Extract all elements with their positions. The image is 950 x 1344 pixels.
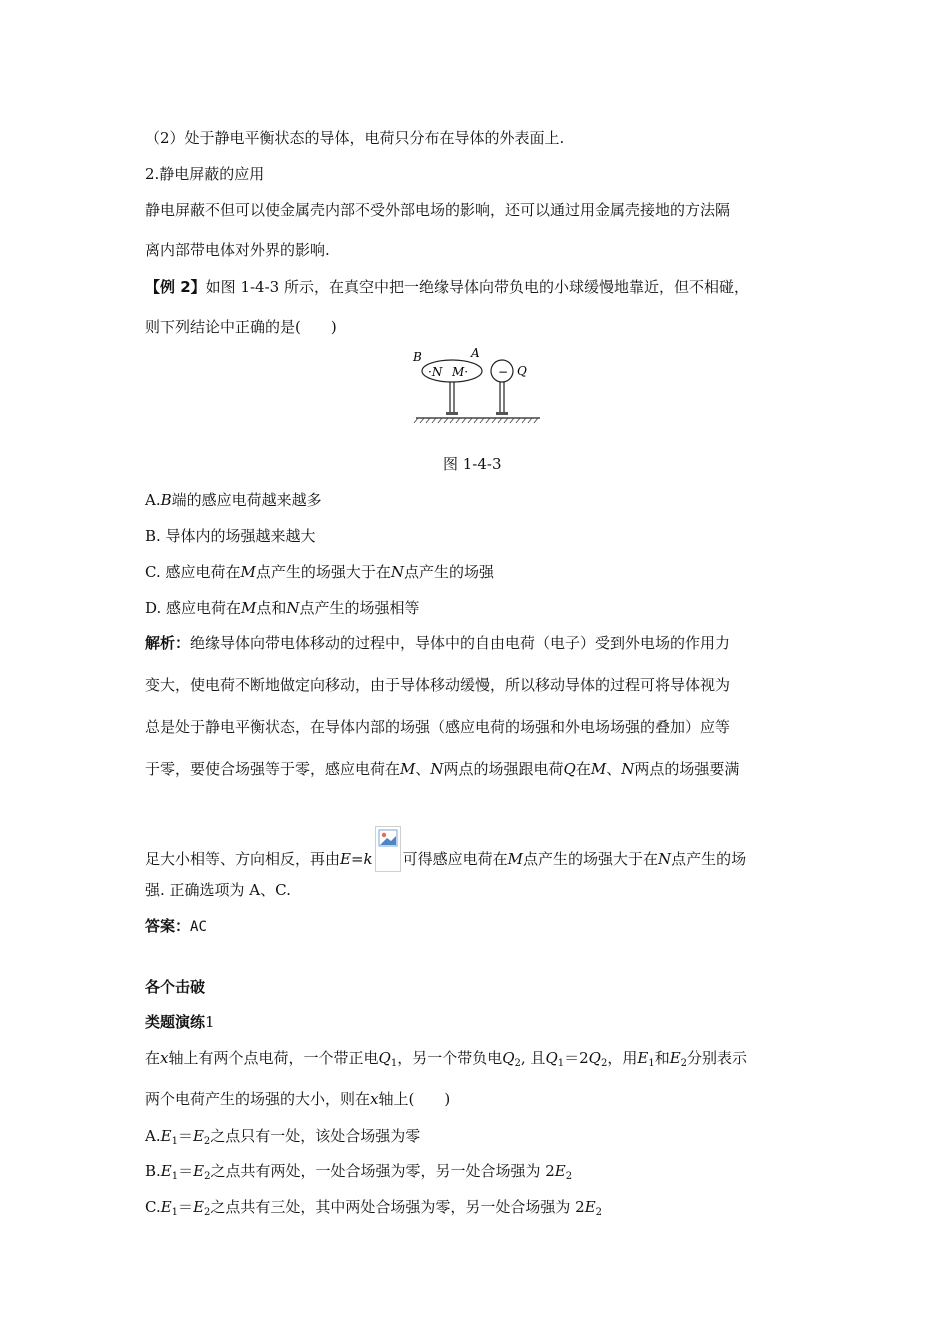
ball-base <box>496 412 508 415</box>
example-line: 则下列结论中正确的是( ) <box>145 318 337 336</box>
analysis-label: 解析： <box>145 634 191 652</box>
drill-option-c: $C.E_1=E_2$之点共有三处，其中两处合场强为零，另一处合场强为 $2E_2$ <box>145 1198 603 1218</box>
option-c: C. 感应电荷在M点产生的场强大于在N点产生的场强 <box>145 563 494 581</box>
section-title: 各个击破 <box>145 978 206 996</box>
analysis-line: 强. 正确选项为 A、C. <box>145 881 291 899</box>
section-subtitle: 类题演练1 <box>145 1013 215 1031</box>
label-m: M· <box>452 365 469 379</box>
option-b: B. 导体内的场强越来越大 <box>145 527 316 545</box>
label-n: ·N <box>428 365 443 379</box>
text-line: （2）处于静电平衡状态的导体，电荷只分布在导体的外表面上. <box>145 129 565 147</box>
text-line: 离内部带电体对外界的影响. <box>145 241 330 259</box>
figure-caption: 图 1-4-3 <box>443 455 502 473</box>
conductor-base <box>446 412 458 415</box>
label-b: B <box>413 350 422 364</box>
label-minus: − <box>498 365 509 379</box>
answer-label: 答案： <box>145 917 191 935</box>
drill-option-b: $B.E_1=E_2$之点共有两处，一处合场强为零，另一处合场强为 $2E_2$ <box>145 1162 573 1182</box>
option-d: D. 感应电荷在M点和N点产生的场强相等 <box>145 599 420 617</box>
answer-value: AC <box>190 919 207 935</box>
drill-question-line: 在x轴上有两个点电荷，一个带正电$Q_1$，另一个带负电$Q_2$, 且$Q_1=2Q_2$，用$E_1$和$E_2$分别表示 <box>145 1049 748 1069</box>
answer-line <box>145 916 207 937</box>
analysis-line: 解析：绝缘导体向带电体移动的过程中，导体中的自由电荷（电子）受到外电场的作用力 <box>145 634 731 652</box>
analysis-line: 于零，要使合场强等于零，感应电荷在M、N两点的场强跟电荷Q在M、N两点的场强要满 <box>145 760 740 778</box>
figure-1-4-3 <box>410 346 546 428</box>
formula-image-icon <box>375 826 401 872</box>
ground-hatch <box>414 418 538 423</box>
analysis-line: 总是处于静电平衡状态，在导体内部的场强（感应电荷的场强和外电场场强的叠加）应等 <box>145 718 731 736</box>
label-a: A <box>471 346 480 360</box>
label-q: Q <box>517 364 527 378</box>
analysis-line: 变大，使电荷不断地做定向移动，由于导体移动缓慢，所以移动导体的过程可将导体视为 <box>145 676 731 694</box>
analysis-line: 足大小相等、方向相反，再由E=k 可得感应电荷在M点产生的场强大于在N点产生的场 <box>145 826 746 872</box>
example-line: 【例 2】如图 1-4-3 所示，在真空中把一绝缘导体向带负电的小球缓慢地靠近，但不相碰， <box>145 278 749 296</box>
example-label: 【例 2】 <box>145 278 206 296</box>
drill-question-line: 两个电荷产生的场强的大小，则在x轴上( ) <box>145 1090 451 1108</box>
text-line: 静电屏蔽不但可以使金属壳内部不受外部电场的影响，还可以通过用金属壳接地的方法隔 <box>145 201 731 219</box>
drill-option-a: $A.E_1=E_2$之点只有一处，该处合场强为零 <box>145 1127 421 1147</box>
subheading: 2.静电屏蔽的应用 <box>145 165 265 183</box>
option-a: A.B端的感应电荷越来越多 <box>145 491 322 509</box>
broken-image-icon <box>378 829 398 847</box>
